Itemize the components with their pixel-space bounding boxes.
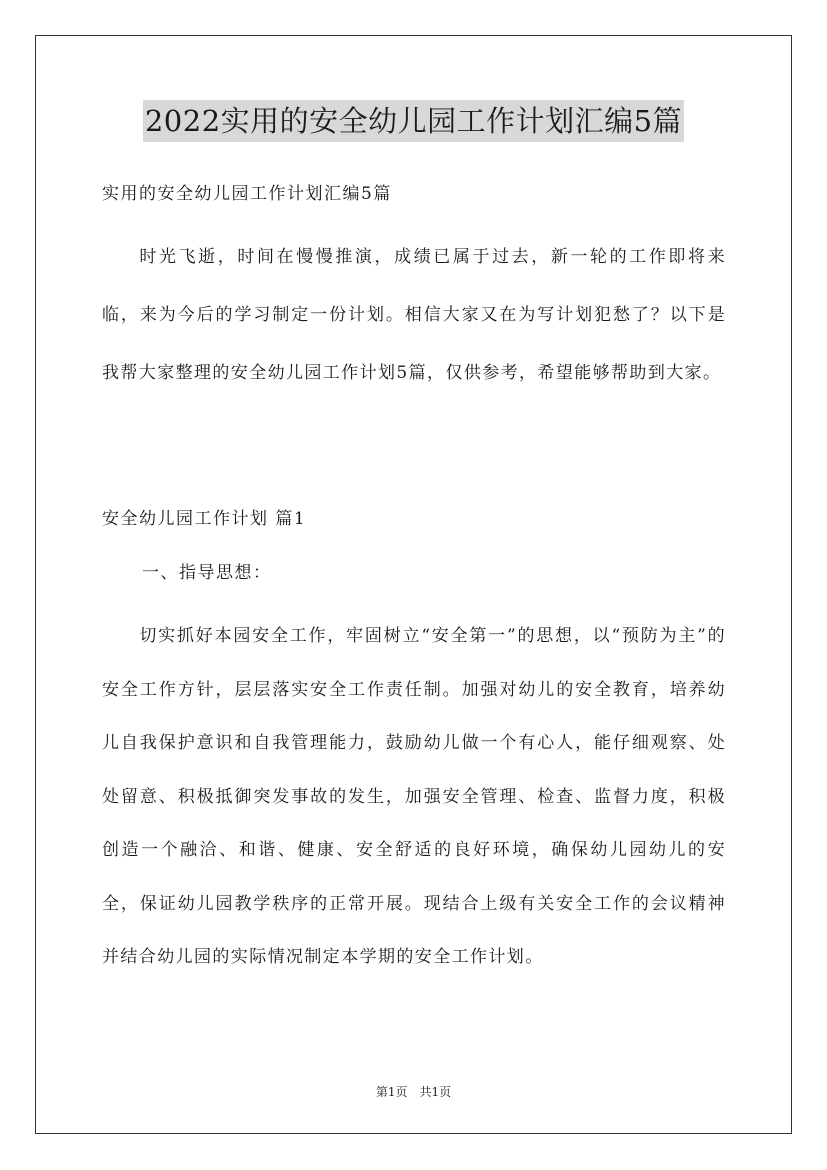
title-container — [0, 100, 827, 142]
page-number-footer: 第1页 共1页 — [375, 1085, 452, 1099]
sub-heading-guiding-ideology: 一、指导思想： — [142, 563, 272, 583]
intro-paragraph: 时光飞逝，时间在慢慢推演，成绩已属于过去，新一轮的工作即将来临，来为今后的学习制定一份计划。相信大家又在为写计划犯愁了？以下是我帮大家整理的安全幼儿园工作计划5篇，仅供参考，希望能够帮助到大家。 — [102, 247, 726, 383]
section-heading: 安全幼儿园工作计划 篇1 — [102, 509, 307, 529]
document-title: 2022实用的安全幼儿园工作计划汇编5篇 — [143, 100, 684, 142]
body-paragraph: 切实抓好本园安全工作，牢固树立“安全第一”的思想，以“预防为主”的安全工作方针，层层落实安全工作责任制。加强对幼儿的安全教育，培养幼儿自我保护意识和自我管理能力，鼓励幼儿做一个有心人，能仔细观察、处处留意、积极抵御突发事故的发生，加强安全管理、检查、监督力度，积极创造一个融洽、和谐、健康、安全舒适的良好环境，确保幼儿园幼儿的安全，保证幼儿园教学秩序的正常开展。现结合上级有关安全工作的会议精神并结合幼儿园的实际情况制定本学期的安全工作计划。 — [102, 626, 726, 967]
document-subtitle: 实用的安全幼儿园工作计划汇编5篇 — [102, 184, 392, 204]
